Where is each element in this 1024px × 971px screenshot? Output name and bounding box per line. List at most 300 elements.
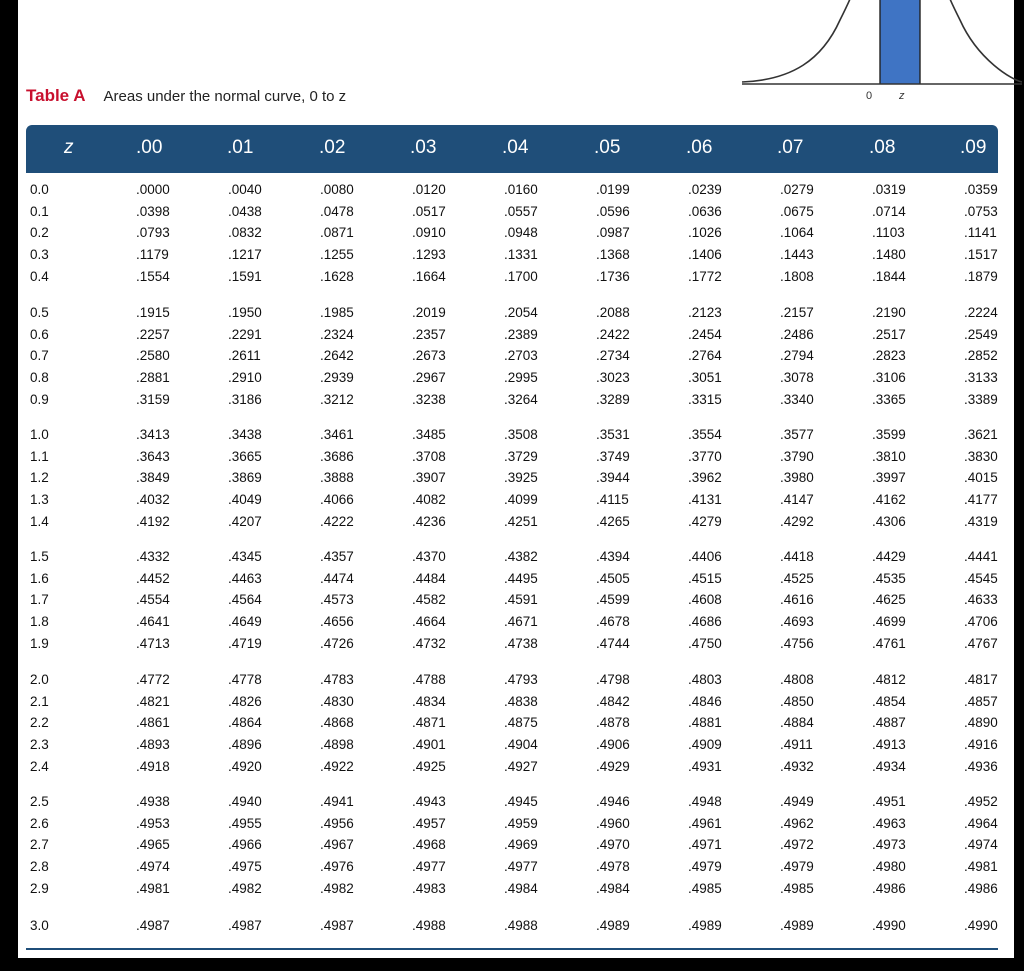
area-value: .0199 [596, 182, 630, 197]
curve-zero-label: 0 [866, 90, 873, 102]
area-value: .3980 [780, 470, 814, 486]
area-value: .0832 [228, 225, 262, 241]
area-value: .2881 [136, 370, 170, 386]
table-row [26, 834, 998, 856]
area-value: .4049 [228, 492, 262, 508]
area-value: .4974 [136, 859, 170, 875]
area-value: .0987 [596, 225, 630, 241]
area-value: .1879 [964, 268, 998, 284]
area-value: .4989 [780, 918, 814, 933]
table-row [26, 244, 998, 266]
area-value: .4306 [872, 513, 906, 529]
area-value: .2088 [596, 305, 630, 320]
area-value: .1985 [320, 305, 354, 320]
area-value: .3665 [228, 448, 262, 464]
area-value: .3023 [596, 370, 630, 386]
area-value: .4573 [320, 592, 354, 608]
area-value: .2157 [780, 305, 814, 320]
area-value: .4984 [596, 880, 630, 896]
area-value: .1406 [688, 247, 722, 263]
area-value: .4750 [688, 635, 722, 651]
area-value: .2794 [780, 348, 814, 364]
header-col: .04 [502, 137, 529, 158]
table-caption: Areas under the normal curve, 0 to z [103, 88, 347, 105]
area-value: .2611 [228, 348, 261, 364]
area-value: .2224 [964, 305, 998, 320]
header-col: .09 [960, 137, 987, 158]
area-value: .4871 [412, 715, 446, 731]
shaded-area [880, 0, 920, 84]
table-row [26, 179, 998, 201]
area-value: .1808 [780, 268, 814, 284]
area-value: .4959 [504, 815, 538, 831]
area-value: .4971 [688, 837, 722, 853]
area-value: .4861 [136, 715, 170, 731]
area-value: .4973 [872, 837, 906, 853]
table-row [26, 734, 998, 756]
area-value: .3133 [964, 370, 998, 386]
area-value: .3106 [872, 370, 906, 386]
area-value: .1591 [228, 268, 262, 284]
area-value: .3413 [136, 427, 170, 442]
area-value: .4738 [504, 635, 538, 651]
table-row [26, 791, 998, 813]
table-body [26, 173, 998, 943]
table-row [26, 878, 998, 900]
area-value: .4463 [228, 570, 262, 586]
area-value: .3925 [504, 470, 538, 486]
area-value: .4925 [412, 758, 446, 774]
area-value: .4974 [964, 837, 998, 853]
area-value: .4940 [228, 794, 262, 809]
area-value: .4474 [320, 570, 354, 586]
area-value: .4898 [320, 737, 354, 753]
area-value: .1950 [228, 305, 262, 320]
area-value: .4941 [320, 794, 354, 809]
area-value: .2019 [412, 305, 446, 320]
area-value: .4649 [228, 614, 262, 630]
area-value: .3315 [688, 391, 722, 407]
header-z: z [64, 137, 74, 158]
area-value: .3944 [596, 470, 630, 486]
area-value: .4981 [964, 859, 998, 875]
area-value: .4987 [136, 918, 170, 933]
area-value: .3869 [228, 470, 262, 486]
area-value: .4913 [872, 737, 906, 753]
area-value: .2517 [872, 326, 906, 342]
area-value: .0319 [872, 182, 906, 197]
area-value: .2357 [412, 326, 446, 342]
area-value: .2580 [136, 348, 170, 364]
area-value: .0040 [228, 182, 262, 197]
area-value: .3962 [688, 470, 722, 486]
area-value: .4952 [964, 794, 998, 809]
area-value: .1480 [872, 247, 906, 263]
area-value: .4767 [964, 635, 998, 651]
table-row [26, 446, 998, 468]
area-value: .4099 [504, 492, 538, 508]
area-value: .0793 [136, 225, 170, 241]
area-value: .4332 [136, 549, 170, 564]
area-value: .4265 [596, 513, 630, 529]
area-value: .4525 [780, 570, 814, 586]
area-value: .4279 [688, 513, 722, 529]
area-value: .4382 [504, 549, 538, 564]
table-row [26, 266, 998, 288]
area-value: .4686 [688, 614, 722, 630]
area-value: .4641 [136, 614, 170, 630]
z-value: 2.5 [30, 794, 49, 809]
area-value: .3508 [504, 427, 538, 442]
table-row [26, 712, 998, 734]
area-value: .2291 [228, 326, 262, 342]
header-col: .06 [686, 137, 713, 158]
table-row [26, 546, 998, 568]
area-value: .0359 [964, 182, 998, 197]
area-value: .3599 [872, 427, 906, 442]
area-value: .4972 [780, 837, 814, 853]
header-col: .03 [410, 137, 437, 158]
area-value: .4319 [964, 513, 998, 529]
area-value: .4846 [688, 693, 722, 709]
table-title [26, 86, 346, 108]
area-value: .3686 [320, 448, 354, 464]
area-value: .4625 [872, 592, 906, 608]
area-value: .2422 [596, 326, 630, 342]
area-value: .4951 [872, 794, 906, 809]
area-value: .4131 [688, 492, 722, 508]
header-col: .05 [594, 137, 621, 158]
table-row [26, 915, 998, 937]
area-value: .2549 [964, 326, 998, 342]
area-value: .4977 [504, 859, 538, 875]
area-value: .4207 [228, 513, 262, 529]
area-value: .4671 [504, 614, 538, 630]
area-value: .4699 [872, 614, 906, 630]
area-value: .3577 [780, 427, 814, 442]
area-value: .4975 [228, 859, 262, 875]
table-row [26, 302, 998, 324]
area-value: .3708 [412, 448, 446, 464]
z-value: 1.5 [30, 549, 49, 564]
area-value: .4868 [320, 715, 354, 731]
area-value: .4990 [872, 918, 906, 933]
area-value: .3997 [872, 470, 906, 486]
table-row [26, 691, 998, 713]
area-value: .4946 [596, 794, 630, 809]
area-value: .3729 [504, 448, 538, 464]
area-value: .4808 [780, 672, 814, 687]
area-value: .3078 [780, 370, 814, 386]
area-value: .4985 [688, 880, 722, 896]
area-value: .4732 [412, 635, 446, 651]
z-value: 2.4 [30, 758, 49, 774]
area-value: .4633 [964, 592, 998, 608]
area-value: .3643 [136, 448, 170, 464]
area-value: .4989 [596, 918, 630, 933]
area-value: .4970 [596, 837, 630, 853]
z-value: 1.1 [30, 448, 49, 464]
area-value: .4838 [504, 693, 538, 709]
area-value: .4345 [228, 549, 262, 564]
area-value: .2823 [872, 348, 906, 364]
area-value: .2764 [688, 348, 722, 364]
area-value: .2703 [504, 348, 538, 364]
area-value: .0675 [780, 203, 814, 219]
area-value: .4656 [320, 614, 354, 630]
area-value: .3186 [228, 391, 262, 407]
area-value: .2734 [596, 348, 630, 364]
area-value: .4706 [964, 614, 998, 630]
table-row [26, 389, 998, 411]
area-value: .1103 [872, 225, 905, 241]
header-col: .01 [227, 137, 254, 158]
area-value: .2910 [228, 370, 262, 386]
z-value: 1.0 [30, 427, 49, 442]
area-value: .4554 [136, 592, 170, 608]
area-value: .4977 [412, 859, 446, 875]
area-value: .4495 [504, 570, 538, 586]
area-value: .0557 [504, 203, 538, 219]
area-value: .4936 [964, 758, 998, 774]
area-value: .1179 [136, 247, 169, 263]
area-value: .4979 [688, 859, 722, 875]
area-value: .4980 [872, 859, 906, 875]
table-row [26, 669, 998, 691]
area-value: .4015 [964, 470, 998, 486]
area-value: .4982 [228, 880, 262, 896]
area-value: .1217 [228, 247, 262, 263]
area-value: .4957 [412, 815, 446, 831]
area-value: .2389 [504, 326, 538, 342]
area-value: .1772 [688, 268, 722, 284]
area-value: .0239 [688, 182, 722, 197]
area-value: .4918 [136, 758, 170, 774]
z-value: 1.4 [30, 513, 49, 529]
z-value: 1.6 [30, 570, 49, 586]
area-value: .4192 [136, 513, 170, 529]
z-value: 0.9 [30, 391, 49, 407]
area-value: .4505 [596, 570, 630, 586]
area-value: .4961 [688, 815, 722, 831]
area-value: .4982 [320, 880, 354, 896]
area-value: .4582 [412, 592, 446, 608]
area-value: .4761 [872, 635, 906, 651]
area-value: .4890 [964, 715, 998, 731]
area-value: .4956 [320, 815, 354, 831]
area-value: .4938 [136, 794, 170, 809]
area-value: .4066 [320, 492, 354, 508]
area-value: .4988 [412, 918, 446, 933]
area-value: .4932 [780, 758, 814, 774]
area-value: .4842 [596, 693, 630, 709]
area-value: .4983 [412, 880, 446, 896]
table-row [26, 424, 998, 446]
area-value: .3485 [412, 427, 446, 442]
area-value: .2995 [504, 370, 538, 386]
area-value: .4981 [136, 880, 170, 896]
area-value: .0398 [136, 203, 170, 219]
area-value: .4896 [228, 737, 262, 753]
area-value: .3810 [872, 448, 906, 464]
area-value: .4177 [964, 492, 998, 508]
area-value: .2486 [780, 326, 814, 342]
z-value: 1.7 [30, 592, 49, 608]
area-value: .4945 [504, 794, 538, 809]
area-value: .4955 [228, 815, 262, 831]
z-value: 0.5 [30, 305, 49, 320]
area-value: .4292 [780, 513, 814, 529]
area-value: .3389 [964, 391, 998, 407]
table-row [26, 568, 998, 590]
area-value: .0160 [504, 182, 538, 197]
area-value: .4922 [320, 758, 354, 774]
area-value: .3790 [780, 448, 814, 464]
area-value: .4949 [780, 794, 814, 809]
area-value: .4394 [596, 549, 630, 564]
table-row [26, 201, 998, 223]
z-value: 0.3 [30, 247, 49, 263]
area-value: .4772 [136, 672, 170, 687]
area-value: .4545 [964, 570, 998, 586]
area-value: .4357 [320, 549, 354, 564]
area-value: .2123 [688, 305, 722, 320]
area-value: .4901 [412, 737, 446, 753]
area-value: .3907 [412, 470, 446, 486]
area-value: .1700 [504, 268, 538, 284]
z-value: 1.2 [30, 470, 49, 486]
area-value: .4429 [872, 549, 906, 564]
area-value: .3531 [596, 427, 630, 442]
area-value: .2852 [964, 348, 998, 364]
z-value: 2.1 [30, 693, 49, 709]
area-value: .2054 [504, 305, 538, 320]
curve-z-label: z [899, 90, 905, 102]
z-value: 2.2 [30, 715, 49, 731]
area-value: .4920 [228, 758, 262, 774]
area-value: .4963 [872, 815, 906, 831]
area-value: .1915 [136, 305, 170, 320]
area-value: .3212 [320, 391, 354, 407]
area-value: .0080 [320, 182, 354, 197]
area-value: .4927 [504, 758, 538, 774]
area-value: .4960 [596, 815, 630, 831]
area-value: .4535 [872, 570, 906, 586]
area-value: .1664 [412, 268, 446, 284]
area-value: .4599 [596, 592, 630, 608]
z-value: 1.8 [30, 614, 49, 630]
area-value: .4826 [228, 693, 262, 709]
area-value: .4989 [688, 918, 722, 933]
area-value: .4756 [780, 635, 814, 651]
table-page [18, 0, 1014, 958]
area-value: .4616 [780, 592, 814, 608]
area-value: .4931 [688, 758, 722, 774]
area-value: .4115 [596, 492, 629, 508]
area-value: .4969 [504, 837, 538, 853]
area-value: .4515 [688, 570, 722, 586]
area-value: .0948 [504, 225, 538, 241]
area-value: .4803 [688, 672, 722, 687]
table-row [26, 589, 998, 611]
z-value: 2.7 [30, 837, 49, 853]
area-value: .4953 [136, 815, 170, 831]
area-value: .3621 [964, 427, 998, 442]
area-value: .4906 [596, 737, 630, 753]
area-value: .4452 [136, 570, 170, 586]
area-value: .4744 [596, 635, 630, 651]
area-value: .4990 [964, 918, 998, 933]
area-value: .4857 [964, 693, 998, 709]
z-value: 0.2 [30, 225, 49, 241]
area-value: .4222 [320, 513, 354, 529]
header-col: .07 [777, 137, 804, 158]
area-value: .0279 [780, 182, 814, 197]
table-row [26, 345, 998, 367]
area-value: .0910 [412, 225, 446, 241]
table-label: Table A [26, 86, 86, 105]
area-value: .4979 [780, 859, 814, 875]
area-value: .1255 [320, 247, 354, 263]
area-value: .4875 [504, 715, 538, 731]
table-row [26, 511, 998, 533]
area-value: .1331 [504, 247, 538, 263]
area-value: .1064 [780, 225, 814, 241]
area-value: .1293 [412, 247, 446, 263]
table-row [26, 222, 998, 244]
area-value: .2324 [320, 326, 354, 342]
area-value: .4943 [412, 794, 446, 809]
area-value: .4693 [780, 614, 814, 630]
area-value: .4948 [688, 794, 722, 809]
z-value: 0.4 [30, 268, 49, 284]
area-value: .4929 [596, 758, 630, 774]
area-value: .4830 [320, 693, 354, 709]
z-value: 0.8 [30, 370, 49, 386]
table-row [26, 324, 998, 346]
area-value: .4986 [964, 880, 998, 896]
area-value: .4964 [964, 815, 998, 831]
area-value: .4783 [320, 672, 354, 687]
area-value: .2190 [872, 305, 906, 320]
area-value: .4864 [228, 715, 262, 731]
area-value: .4965 [136, 837, 170, 853]
z-value: 2.0 [30, 672, 49, 687]
area-value: .4962 [780, 815, 814, 831]
z-value: 1.9 [30, 635, 49, 651]
z-value: 2.9 [30, 880, 49, 896]
area-value: .1443 [780, 247, 814, 263]
area-value: .4934 [872, 758, 906, 774]
area-value: .1736 [596, 268, 630, 284]
area-value: .2939 [320, 370, 354, 386]
area-value: .4976 [320, 859, 354, 875]
header-col: .00 [136, 137, 163, 158]
area-value: .3365 [872, 391, 906, 407]
z-value: 3.0 [30, 918, 49, 933]
area-value: .3770 [688, 448, 722, 464]
area-value: .4162 [872, 492, 906, 508]
area-value: .4893 [136, 737, 170, 753]
table-row [26, 467, 998, 489]
column-header-band [26, 125, 998, 173]
area-value: .4441 [964, 549, 998, 564]
area-value: .4719 [228, 635, 262, 651]
area-value: .4978 [596, 859, 630, 875]
area-value: .4812 [872, 672, 906, 687]
area-value: .0000 [136, 182, 170, 197]
area-value: .0120 [412, 182, 446, 197]
